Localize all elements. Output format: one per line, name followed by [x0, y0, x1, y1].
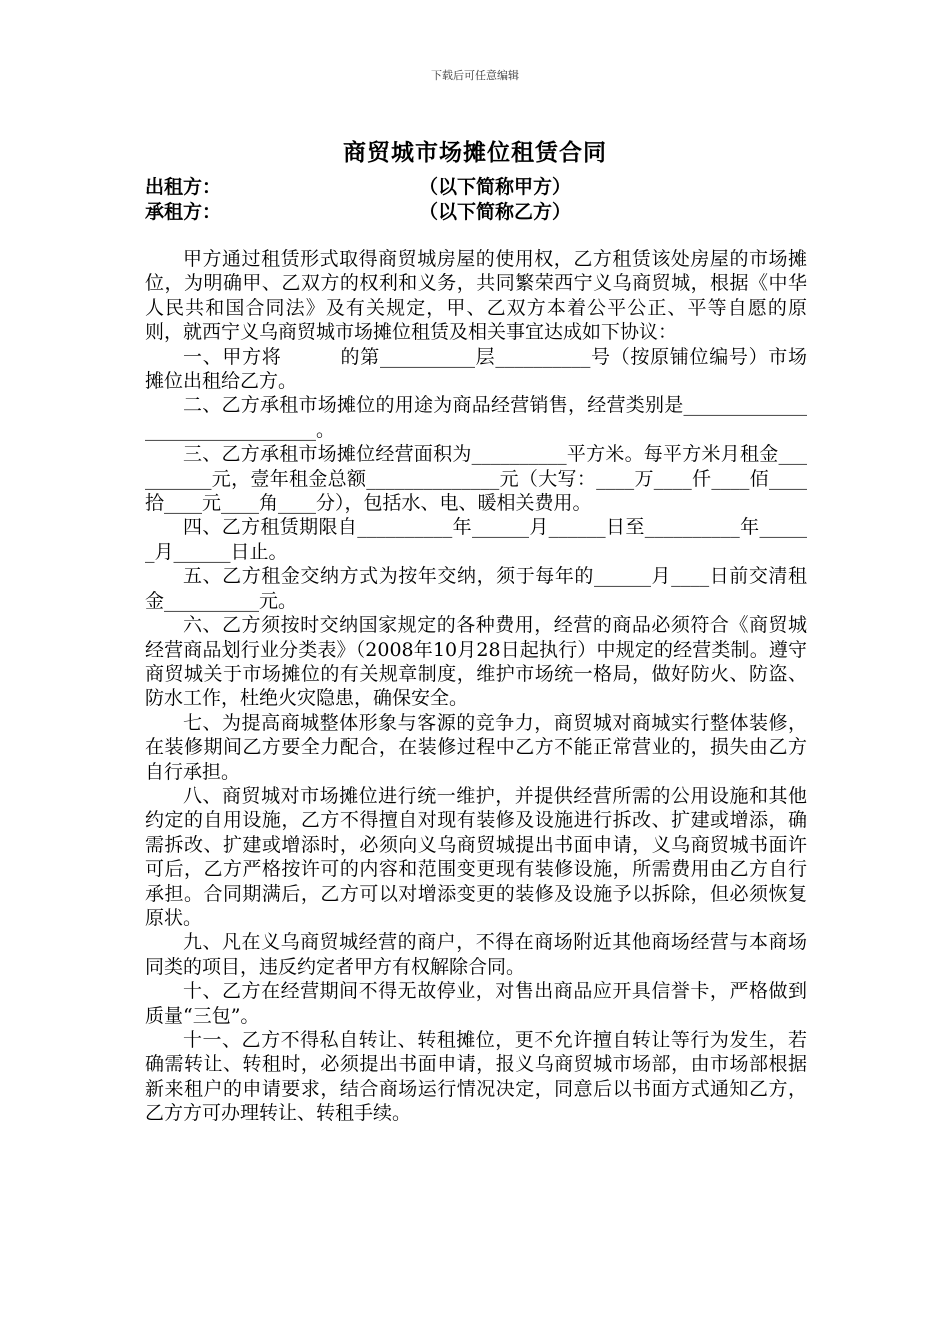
clause-8: 八、商贸城对市场摊位进行统一维护，并提供经营所需的公用设施和其他约定的自用设施，乙方不得擅自对现有装修及设施进行拆改、扩建或增添，确需拆改、扩建或增添时，必须向义乌商贸城提出书面申请，义乌商贸城书面许可后，乙方严格按许可的内容和范围变更现有装修设施，所需费用由乙方自行承担。合同期满后，乙方可以对增添变更的装修及设施予以拆除，但必须恢复原状。	[145, 784, 807, 929]
party-lessee	[145, 200, 805, 224]
clause-10: 十、乙方在经营期间不得无故停业，对售出商品应开具信誉卡，严格做到质量“三包”。	[145, 980, 807, 1027]
clause-11: 十一、乙方不得私自转让、转租摊位，更不允许擅自转让等行为发生，若确需转让、转租时，必须提出书面申请，报义乌商贸城市场部，由市场部根据新来租户的申请要求，结合商场运行情况决定，同意后以书面方式通知乙方，乙方方可办理转让、转租手续。	[145, 1029, 807, 1125]
party-note: （以下简称乙方）	[419, 201, 572, 223]
party-note: （以下简称甲方）	[419, 176, 572, 198]
clause-4: 四、乙方租赁期限自__________年______月______日至__________年______月______日止。	[145, 516, 807, 563]
clause-3: 三、乙方承租市场摊位经营面积为__________平方米。每平方米月租金__________元，壹年租金总额______________元（大写：____万____仟____佰____拾____元____角____分），包括水、电、暖相关费用。	[145, 443, 807, 515]
clause-1: 一、甲方将 的第__________层__________号（按原铺位编号）市场摊位出租给乙方。	[145, 345, 807, 393]
contract-body	[145, 247, 807, 1126]
paragraph-preamble: 甲方通过租赁形式取得商贸城房屋的使用权，乙方租赁该处房屋的市场摊位，为明确甲、乙双方的权利和义务，共同繁荣西宁义乌商贸城，根据《中华人民共和国合同法》及有关规定，甲、乙双方本着公平公正、平等自愿的原则，就西宁义乌商贸城市场摊位租赁及相关事宜达成如下协议：	[145, 248, 807, 344]
clause-9: 九、凡在义乌商贸城经营的商户，不得在商场附近其他商场经营与本商场同类的项目，违反约定者甲方有权解除合同。	[145, 931, 807, 978]
document-title: 商贸城市场摊位租赁合同	[343, 139, 607, 166]
party-label: 承租方：	[145, 201, 222, 223]
header-note: 下载后可任意编辑	[431, 69, 519, 82]
clause-5: 五、乙方租金交纳方式为按年交纳，须于每年的______月____日前交清租金__________元。	[145, 565, 807, 612]
party-lessor	[145, 175, 805, 199]
clause-6: 六、乙方须按时交纳国家规定的各种费用，经营的商品必须符合《商贸城经营商品划行业分类表》（2008年10月28日起执行）中规定的经营类制。遵守商贸城关于市场摊位的有关规章制度，维护市场统一格局，做好防火、防盗、防水工作，杜绝火灾隐患，确保安全。	[145, 614, 807, 710]
clause-2: 二、乙方承租市场摊位的用途为商品经营销售，经营类别是_______________________________。	[145, 394, 807, 441]
party-label: 出租方：	[145, 176, 222, 198]
clause-7: 七、为提高商城整体形象与客源的竞争力，商贸城对商城实行整体装修，在装修期间乙方要全力配合，在装修过程中乙方不能正常营业的，损失由乙方自行承担。	[145, 711, 807, 783]
